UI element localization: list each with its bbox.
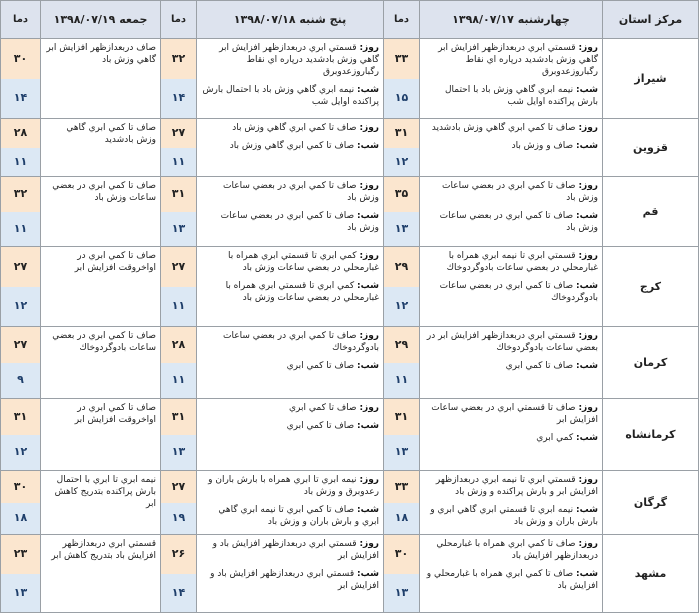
forecast-cell-d2 — [197, 177, 384, 247]
temp-max: ۳۱ — [384, 399, 419, 436]
day-forecast: قسمتي ابري تا نيمه ابري همراه با غبارمحلي در بعضي ساعات بادوگردوخاك — [446, 251, 598, 273]
day-forecast: قسمتي ابري دربعدازظهر افزايش ابر گاهي وزش بادشديد درپاره اي نقاط رگباروزعدوبرق — [438, 43, 598, 77]
temp-min: ۹ — [1, 363, 40, 399]
temp-cell-d1 — [384, 399, 420, 471]
city-name: قزوین — [603, 119, 699, 177]
table-row — [1, 247, 699, 327]
temp-max: ۲۷ — [1, 247, 40, 288]
temp-min: ۱۱ — [384, 363, 419, 399]
day-forecast: صاف تا كمي ابري در بعضي ساعات وزش باد — [442, 181, 598, 203]
header-temp-day2: دما — [161, 1, 197, 39]
night-label: شب: — [576, 361, 598, 371]
forecast-cell-d2 — [197, 247, 384, 327]
temp-min: ۱۹ — [161, 503, 196, 535]
temp-cell-d2 — [161, 247, 197, 327]
night-forecast: صاف تا كمي ابري — [286, 421, 355, 431]
forecast-cell-d1 — [420, 535, 603, 613]
forecast-cell-d3 — [41, 471, 161, 535]
day-label: روز: — [578, 123, 598, 133]
temp-max: ۲۷ — [161, 247, 196, 288]
temp-cell-d1 — [384, 39, 420, 119]
forecast-text: صاف دربعدازظهر افزايش ابر گاهي وزش باد — [46, 43, 156, 65]
forecast-cell-d1 — [420, 247, 603, 327]
temp-min: ۱۵ — [384, 79, 419, 119]
forecast-cell-d3 — [41, 399, 161, 471]
night-label: شب: — [357, 211, 379, 221]
temp-cell-d3 — [1, 247, 41, 327]
temp-cell-d3 — [1, 39, 41, 119]
day-label: روز: — [578, 251, 598, 261]
temp-min: ۱۱ — [161, 363, 196, 399]
temp-cell-d3 — [1, 327, 41, 399]
night-label: شب: — [576, 211, 598, 221]
temp-max: ۲۳ — [1, 535, 40, 575]
forecast-text: نيمه ابري تا ابري با احتمال بارش پراكنده بتدريج كاهش ابر — [54, 475, 156, 509]
header-day1: چهارشنبه ۱۳۹۸/۰۷/۱۷ — [420, 1, 603, 39]
temp-cell-d1 — [384, 535, 420, 613]
day-forecast: صاف تا كمي ابري در بعضي ساعات وزش باد — [223, 181, 379, 203]
temp-cell-d2 — [161, 177, 197, 247]
header-row — [1, 1, 699, 39]
day-forecast: كمي ابري تا قسمتي ابري همراه با غبارمحلي در بعضي ساعات وزش باد — [228, 251, 379, 273]
forecast-cell-d3 — [41, 535, 161, 613]
night-forecast: صاف تا كمي ابري در بعضي ساعات وزش باد — [439, 211, 598, 233]
forecast-cell-d3 — [41, 177, 161, 247]
night-label: شب: — [576, 141, 598, 151]
night-forecast: صاف تا كمي ابري در بعضي ساعات وزش باد — [220, 211, 379, 233]
temp-max: ۳۰ — [1, 39, 40, 80]
city-name: کرج — [603, 247, 699, 327]
night-label: شب: — [357, 281, 379, 291]
city-name: گرگان — [603, 471, 699, 535]
table-row — [1, 39, 699, 119]
forecast-text: صاف تا كمي ابري در اواخروقت افزايش ابر — [74, 403, 156, 425]
table-row — [1, 327, 699, 399]
temp-cell-d1 — [384, 177, 420, 247]
day-label: روز: — [359, 403, 379, 413]
day-label: روز: — [578, 539, 598, 549]
temp-max: ۲۷ — [161, 471, 196, 504]
temp-cell-d1 — [384, 119, 420, 177]
day-forecast: صاف تا كمي ابري همراه با غبارمحلي دربعدازظهر افزايش باد — [436, 539, 598, 561]
night-forecast: صاف و وزش باد — [511, 141, 574, 151]
night-label: شب: — [357, 361, 379, 371]
temp-cell-d1 — [384, 471, 420, 535]
table-row — [1, 535, 699, 613]
temp-max: ۲۹ — [384, 247, 419, 288]
day-label: روز: — [578, 475, 598, 485]
temp-min: ۱۱ — [1, 148, 40, 177]
night-forecast: صاف تا كمي ابري همراه با غبارمحلي و افزايش باد — [426, 569, 598, 591]
temp-cell-d3 — [1, 471, 41, 535]
night-label: شب: — [357, 85, 379, 95]
temp-cell-d2 — [161, 399, 197, 471]
forecast-cell-d1 — [420, 119, 603, 177]
day-label: روز: — [359, 181, 379, 191]
temp-max: ۲۶ — [161, 535, 196, 575]
forecast-cell-d3 — [41, 119, 161, 177]
day-label: روز: — [578, 181, 598, 191]
forecast-text: صاف تا كمي ابري گاهي وزش بادشديد — [66, 123, 156, 145]
temp-cell-d2 — [161, 327, 197, 399]
day-label: روز: — [359, 539, 379, 549]
day-label: روز: — [578, 403, 598, 413]
night-forecast: كمي ابري — [536, 433, 574, 443]
temp-min: ۱۱ — [1, 212, 40, 247]
temp-cell-d3 — [1, 119, 41, 177]
day-label: روز: — [359, 251, 379, 261]
temp-max: ۳۱ — [384, 119, 419, 149]
temp-min: ۱۲ — [384, 148, 419, 177]
temp-max: ۳۰ — [384, 535, 419, 575]
header-temp-day1: دما — [384, 1, 420, 39]
night-label: شب: — [576, 569, 598, 579]
day-forecast: صاف تا كمي ابري گاهي وزش باد — [232, 123, 357, 133]
temp-cell-d3 — [1, 399, 41, 471]
temp-cell-d3 — [1, 177, 41, 247]
forecast-cell-d2 — [197, 327, 384, 399]
city-name: کرمانشاه — [603, 399, 699, 471]
day-label: روز: — [359, 331, 379, 341]
night-forecast: نيمه ابري گاهي وزش باد با احتمال بارش پراكنده اوايل شب — [202, 85, 379, 107]
day-forecast: صاف تا كمي ابري — [289, 403, 357, 413]
temp-max: ۳۱ — [161, 177, 196, 213]
temp-min: ۱۴ — [1, 79, 40, 119]
temp-max: ۳۳ — [384, 471, 419, 504]
temp-min: ۱۲ — [384, 287, 419, 327]
night-forecast: صاف تا كمي ابري تا نيمه ابري گاهي ابري و بارش باران و وزش باد — [218, 505, 379, 527]
temp-max: ۲۸ — [1, 119, 40, 149]
city-name: شیراز — [603, 39, 699, 119]
temp-max: ۳۰ — [1, 471, 40, 504]
temp-min: ۱۴ — [161, 574, 196, 613]
temp-min: ۱۴ — [161, 79, 196, 119]
forecast-cell-d2 — [197, 119, 384, 177]
temp-max: ۳۵ — [384, 177, 419, 213]
temp-min: ۱۳ — [161, 435, 196, 471]
forecast-text: قسمتي ابري دربعدازظهر افزايش باد بتدريج كاهش ابر — [51, 539, 156, 561]
night-label: شب: — [576, 505, 598, 515]
day-forecast: صاف تا كمي ابري در بعضي ساعات بادوگردوخاك — [223, 331, 379, 353]
night-forecast: قسمتي ابري دربعدازظهر افزايش باد و افزايش ابر — [210, 569, 379, 591]
table-row — [1, 399, 699, 471]
forecast-text: صاف تا كمي ابري در اواخروقت افزايش ابر — [74, 251, 156, 273]
day-forecast: قسمتي ابري دربعدازظهر افزايش ابر در بعضي ساعات بادوگردوخاك — [426, 331, 598, 353]
table-row — [1, 119, 699, 177]
table-row — [1, 177, 699, 247]
night-label: شب: — [576, 433, 598, 443]
temp-min: ۱۸ — [384, 503, 419, 535]
temp-cell-d1 — [384, 247, 420, 327]
night-forecast: صاف تا كمي ابري — [286, 361, 355, 371]
header-temp-day3: دما — [1, 1, 41, 39]
forecast-cell-d1 — [420, 471, 603, 535]
table-row — [1, 471, 699, 535]
forecast-cell-d1 — [420, 327, 603, 399]
temp-max: ۲۷ — [161, 119, 196, 149]
forecast-cell-d1 — [420, 39, 603, 119]
temp-max: ۳۱ — [1, 399, 40, 436]
forecast-text: صاف تا كمي ابري در بعضي ساعات وزش باد — [52, 181, 156, 203]
day-label: روز: — [578, 43, 598, 53]
temp-max: ۲۷ — [1, 327, 40, 364]
forecast-cell-d2 — [197, 39, 384, 119]
night-forecast: صاف تا كمي ابري گاهي وزش باد — [229, 141, 355, 151]
forecast-cell-d3 — [41, 327, 161, 399]
temp-min: ۱۲ — [1, 435, 40, 471]
day-label: روز: — [359, 123, 379, 133]
temp-min: ۱۳ — [384, 212, 419, 247]
city-name: قم — [603, 177, 699, 247]
temp-max: ۳۲ — [161, 39, 196, 80]
temp-cell-d3 — [1, 535, 41, 613]
header-day3: جمعه ۱۳۹۸/۰۷/۱۹ — [41, 1, 161, 39]
forecast-cell-d2 — [197, 399, 384, 471]
forecast-cell-d1 — [420, 399, 603, 471]
temp-cell-d1 — [384, 327, 420, 399]
temp-min: ۱۳ — [161, 212, 196, 247]
day-label: روز: — [359, 475, 379, 485]
temp-cell-d2 — [161, 535, 197, 613]
forecast-cell-d2 — [197, 535, 384, 613]
night-label: شب: — [357, 141, 379, 151]
night-forecast: نيمه ابري گاهي وزش باد با احتمال بارش پراكنده اوايل شب — [444, 85, 598, 107]
temp-cell-d2 — [161, 471, 197, 535]
temp-min: ۱۱ — [161, 148, 196, 177]
temp-min: ۱۳ — [384, 574, 419, 613]
header-day2: پنج شنبه ۱۳۹۸/۰۷/۱۸ — [197, 1, 384, 39]
night-forecast: صاف تا كمي ابري در بعضي ساعات بادوگردوخاك — [439, 281, 598, 303]
temp-max: ۳۳ — [384, 39, 419, 80]
night-label: شب: — [576, 85, 598, 95]
night-forecast: صاف تا كمي ابري — [505, 361, 574, 371]
temp-max: ۳۲ — [1, 177, 40, 213]
temp-min: ۱۸ — [1, 503, 40, 535]
day-forecast: قسمتي ابري دربعدازظهر افزايش باد و افزايش ابر — [212, 539, 379, 561]
forecast-cell-d3 — [41, 39, 161, 119]
city-name: مشهد — [603, 535, 699, 613]
temp-cell-d2 — [161, 119, 197, 177]
night-label: شب: — [576, 281, 598, 291]
night-label: شب: — [357, 505, 379, 515]
temp-min: ۱۳ — [384, 435, 419, 471]
day-label: روز: — [359, 43, 379, 53]
temp-min: ۱۱ — [161, 287, 196, 327]
header-province: مرکز استان — [603, 1, 699, 39]
day-forecast: قسمتي ابري تا نيمه ابري دربعدازظهر افزايش ابر و بارش پراكنده و وزش باد — [435, 475, 598, 497]
temp-max: ۲۸ — [161, 327, 196, 364]
temp-max: ۲۹ — [384, 327, 419, 364]
forecast-cell-d1 — [420, 177, 603, 247]
temp-max: ۳۱ — [161, 399, 196, 436]
forecast-text: صاف تا كمي ابري در بعضي ساعات بادوگردوخاك — [52, 331, 156, 353]
night-label: شب: — [357, 569, 379, 579]
temp-min: ۱۲ — [1, 287, 40, 327]
night-label: شب: — [357, 421, 379, 431]
night-forecast: نيمه ابري تا قسمتي ابري گاهي ابري و بارش باران و وزش باد — [430, 505, 598, 527]
day-forecast: صاف تا كمي ابري گاهي وزش بادشديد — [431, 123, 576, 133]
day-forecast: قسمتي ابري دربعدازظهر افزايش ابر گاهي وزش بادشديد درپاره اي نقاط رگباروزعدوبرق — [219, 43, 379, 77]
city-name: کرمان — [603, 327, 699, 399]
temp-min: ۱۳ — [1, 574, 40, 613]
day-forecast: نيمه ابري تا ابري همراه با بارش باران و رعدوبرق و وزش باد — [208, 475, 379, 497]
forecast-cell-d2 — [197, 471, 384, 535]
temp-cell-d2 — [161, 39, 197, 119]
night-forecast: كمي ابري تا قسمتي ابري همراه با غبارمحلي در بعضي ساعات وزش باد — [225, 281, 379, 303]
forecast-cell-d3 — [41, 247, 161, 327]
day-label: روز: — [578, 331, 598, 341]
day-forecast: صاف تا قسمتي ابري در بعضي ساعات افزايش ابر — [431, 403, 598, 425]
